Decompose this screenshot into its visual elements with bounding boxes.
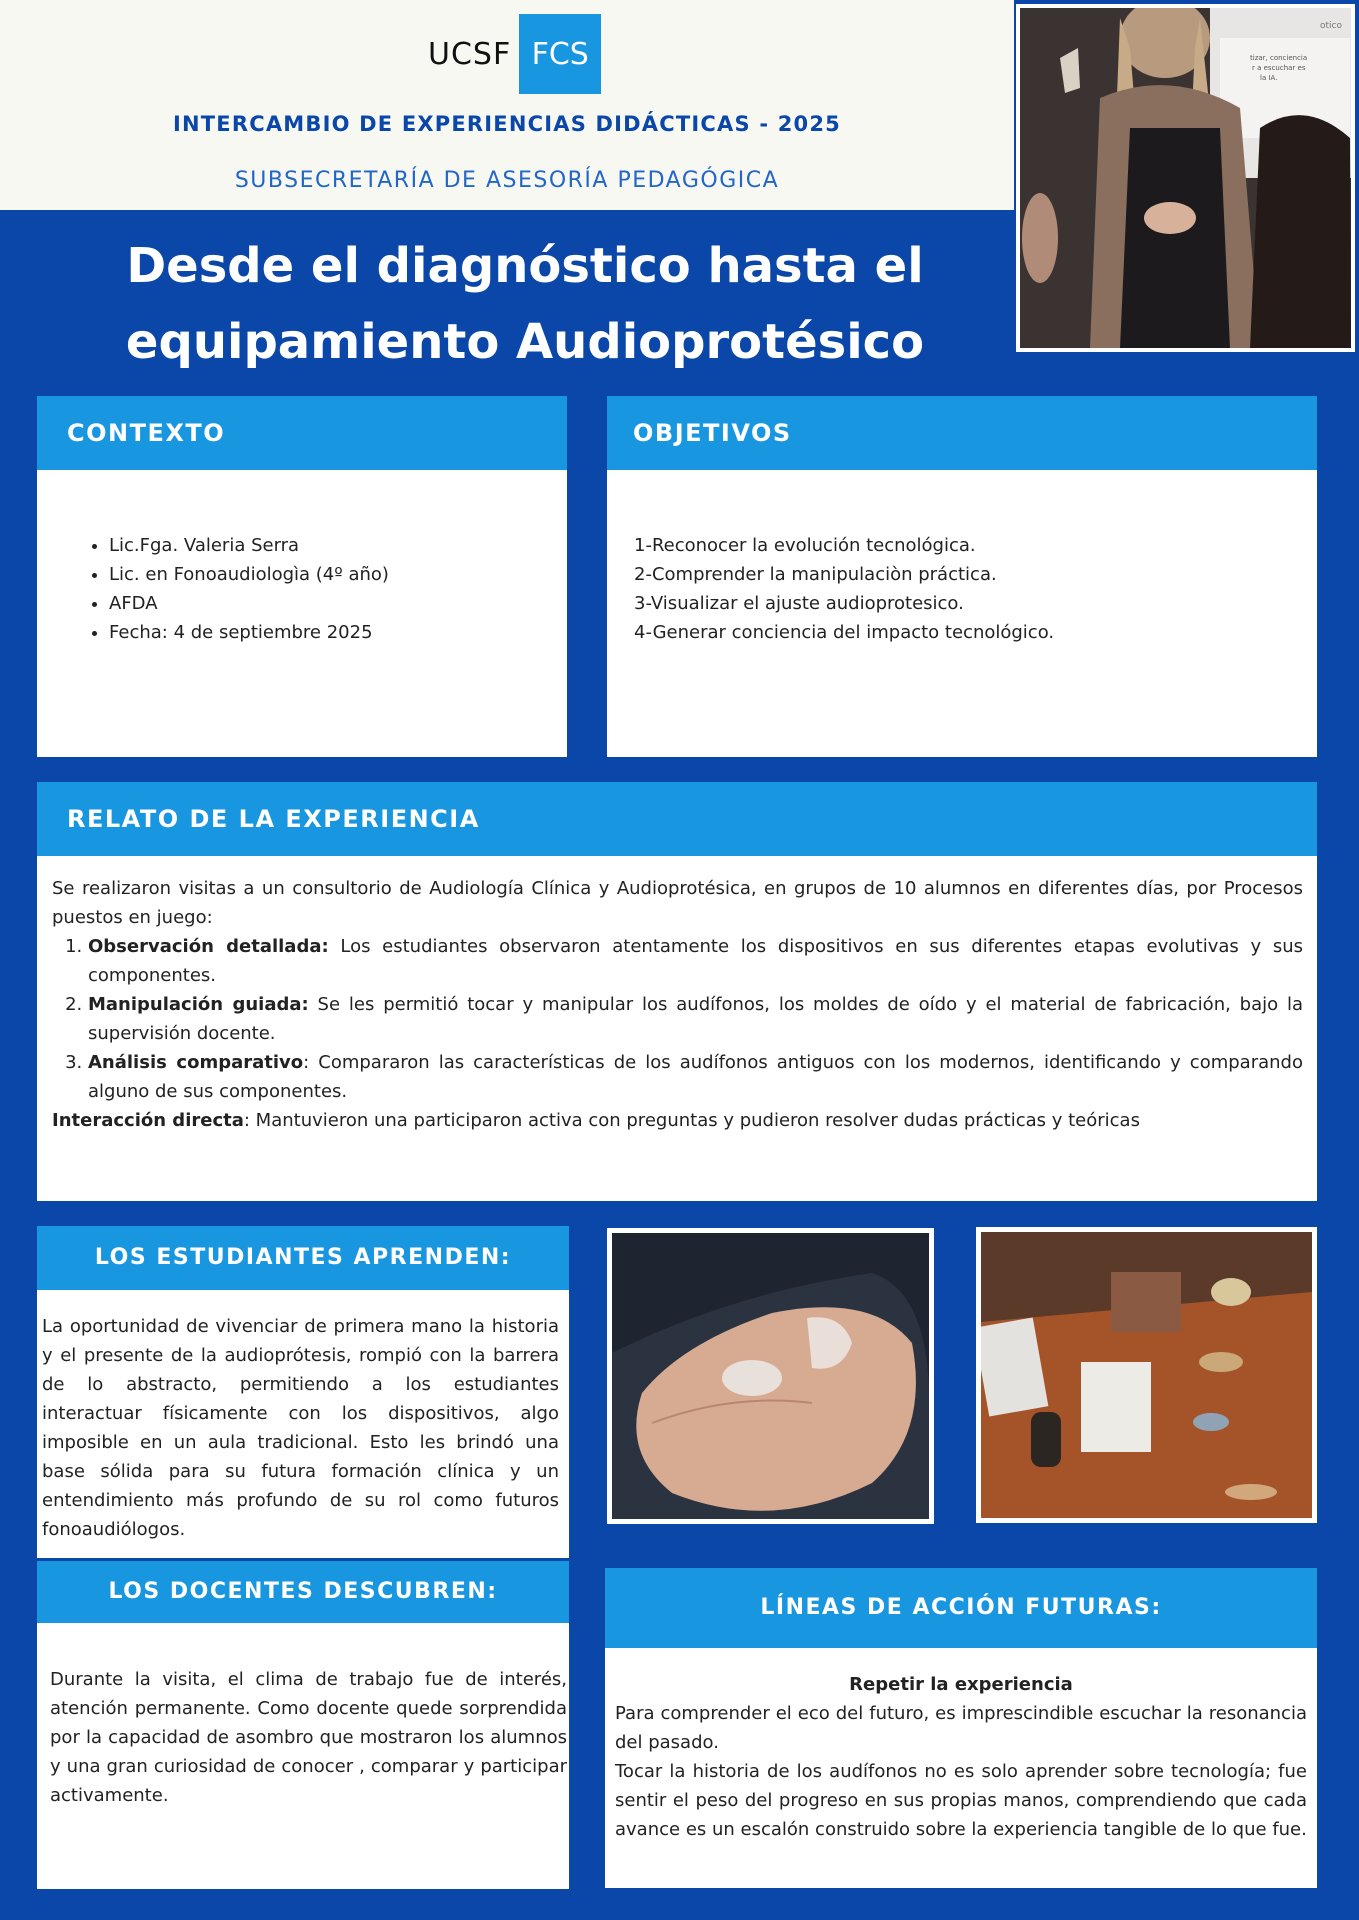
- photo-hearing-aids: [976, 1227, 1317, 1523]
- objetivos-body: [634, 531, 1307, 647]
- photo-sign-line-1: tizar, conciencia: [1250, 54, 1308, 62]
- contexto-item: • Fecha: 4 de septiembre 2025: [109, 618, 557, 647]
- objetivos-panel: [607, 396, 1317, 757]
- photo-students-with-device: [1016, 4, 1355, 352]
- photo-sign-line-3: la IA.: [1260, 74, 1278, 82]
- contexto-body: [81, 531, 557, 647]
- lineas-body: [615, 1670, 1307, 1844]
- relato-closing: [52, 1106, 1303, 1135]
- relato-closing-title: Interacción directa: [52, 1110, 244, 1131]
- estudiantes-text: La oportunidad de vivenciar de primera mano la historia y el presente de la audioprótesis, rompió con la barrera de lo abstracto, permitiendo a los estudiantes interactuar físicamente con los dispositivos, algo imposible en un aula tradicional. Esto les brindó una base sólida para su futura formación clínica y un entendimiento más profundo de su rol como futuros fonoaudiólogos.: [42, 1316, 559, 1540]
- lineas-panel: [605, 1568, 1317, 1888]
- relato-step: [88, 1048, 1303, 1106]
- relato-heading: RELATO DE LA EXPERIENCIA: [37, 782, 1317, 856]
- relato-step-text: Se les permitió tocar y manipular los audífonos, los moldes de oído y el material de fabricación, bajo la supervisión docente.: [88, 994, 1304, 1044]
- poster-title-line-1: Desde el diagnóstico hasta el: [126, 238, 924, 294]
- photo-ear-molds: [607, 1228, 934, 1524]
- docentes-text: Durante la visita, el clima de trabajo fue de interés, atención permanente. Como docente quede sorprendida por la capacidad de asombro que mostraron los alumnos y una gran curiosidad de conocer , comparar y participar activamente.: [50, 1669, 567, 1806]
- objetivo-item: 2-Comprender la manipulaciòn práctica.: [634, 564, 997, 585]
- contexto-item: • Lic. en Fonoaudiologìa (4º año): [109, 560, 557, 589]
- photo-hearing-aids-drawing: [981, 1232, 1312, 1518]
- relato-panel: [37, 782, 1317, 1201]
- objetivo-item: 1-Reconocer la evolución tecnológica.: [634, 535, 976, 556]
- contexto-item: • Lic.Fga. Valeria Serra: [109, 531, 557, 560]
- contexto-panel: [37, 396, 567, 757]
- relato-step-title: Análisis comparativo: [88, 1052, 304, 1073]
- photo-hearing-aids-image: [981, 1232, 1312, 1518]
- relato-step-text: : Compararon las características de los audífonos antiguos con los modernos, identificando y comparando alguno de sus componentes.: [88, 1052, 1303, 1102]
- relato-intro: Se realizaron visitas a un consultorio de Audiología Clínica y Audioprotésica, en grupos de 10 alumnos en diferentes días, por Procesos puestos en juego:: [52, 878, 1303, 928]
- logo-ucsf-text: UCSF: [428, 36, 512, 72]
- photo-students-image: [1020, 8, 1351, 348]
- lineas-paragraph: Para comprender el eco del futuro, es imprescindible escuchar la resonancia del pasado.: [615, 1703, 1307, 1753]
- objetivo-item: 3-Visualizar el ajuste audioprotesico.: [634, 593, 964, 614]
- relato-step-text: Los estudiantes observaron atentamente los dispositivos en sus diferentes etapas evolutivas y sus componentes.: [88, 936, 1303, 986]
- objetivos-heading: OBJETIVOS: [607, 396, 1317, 470]
- relato-step-title: Manipulación guiada:: [88, 994, 309, 1015]
- lineas-subheading: Repetir la experiencia: [849, 1674, 1073, 1695]
- relato-step: [88, 932, 1303, 990]
- objetivo-item: 4-Generar conciencia del impacto tecnológico.: [634, 622, 1055, 643]
- relato-steps: [52, 932, 1303, 1106]
- relato-body: [52, 874, 1303, 1135]
- ucsf-fcs-logo: [428, 14, 601, 94]
- subsecretaria-label: SUBSECRETARÍA DE ASESORÍA PEDAGÓGICA: [234, 168, 780, 193]
- photo-students-drawing: [1020, 8, 1351, 348]
- relato-closing-text: : Mantuvieron una participaron activa con preguntas y pudieron resolver dudas prácticas y teóricas: [243, 1110, 1140, 1131]
- lineas-paragraph: Tocar la historia de los audífonos no es solo aprender sobre tecnología; fue sentir el peso del progreso en sus propias manos, comprendiendo que cada avance es un escalón construido sobre la experiencia tangible de lo que fue.: [615, 1761, 1307, 1840]
- photo-sign-line-2: r a escuchar es: [1252, 64, 1306, 72]
- contexto-heading: CONTEXTO: [37, 396, 567, 470]
- docentes-panel: [37, 1561, 569, 1889]
- photo-ear-molds-drawing: [612, 1233, 929, 1519]
- relato-step: [88, 990, 1303, 1048]
- poster-title: [60, 228, 990, 380]
- photo-sign-label: otico: [1320, 21, 1342, 31]
- contexto-list: [81, 531, 557, 647]
- estudiantes-heading: LOS ESTUDIANTES APRENDEN:: [37, 1226, 569, 1290]
- lineas-heading: LÍNEAS DE ACCIÓN FUTURAS:: [605, 1568, 1317, 1648]
- contexto-item: • AFDA: [109, 589, 557, 618]
- poster-title-line-2: equipamiento Audioprotésico: [125, 314, 925, 370]
- logo-fcs-text: FCS: [519, 14, 601, 94]
- docentes-heading: LOS DOCENTES DESCUBREN:: [37, 1561, 569, 1623]
- estudiantes-panel: [37, 1226, 569, 1558]
- event-title: INTERCAMBIO DE EXPERIENCIAS DIDÁCTICAS - 2025: [172, 112, 841, 136]
- relato-step-title: Observación detallada:: [88, 936, 329, 957]
- photo-ear-molds-image: [612, 1233, 929, 1519]
